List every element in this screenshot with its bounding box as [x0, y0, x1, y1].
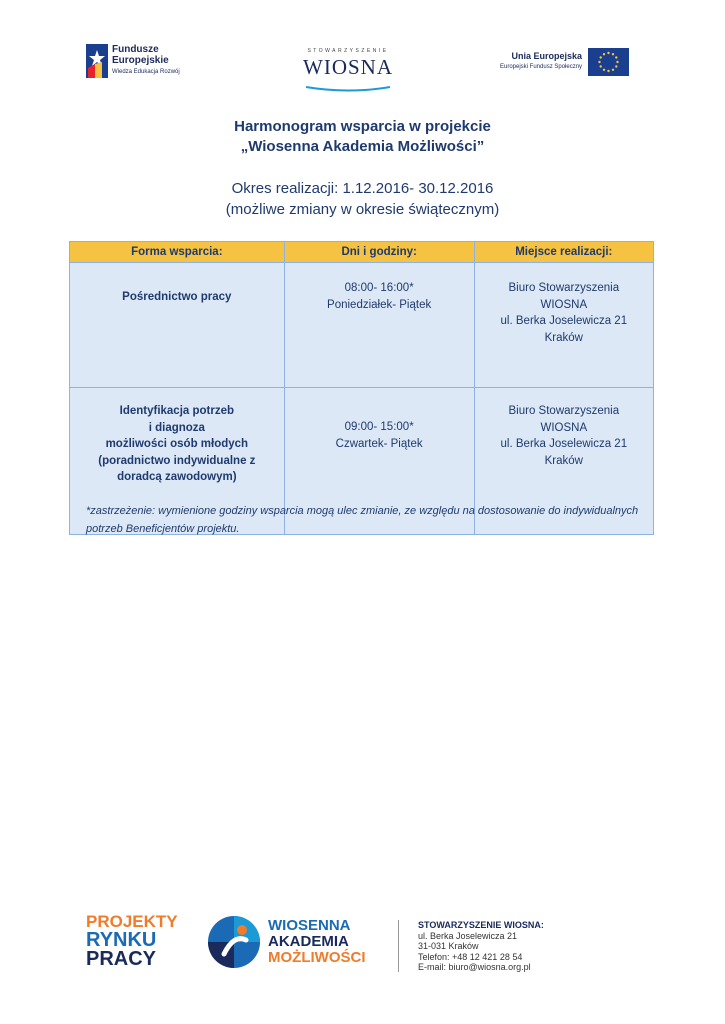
contact-line: 31-031 Kraków [418, 941, 479, 951]
fe-logo-line2: Europejskie [112, 55, 169, 66]
wam-line2: AKADEMIA [268, 933, 349, 950]
header-form: Forma wsparcia: [70, 242, 285, 263]
cell-time [284, 263, 474, 388]
fe-star-icon [86, 44, 108, 78]
wiosna-logo-big: WIOSNA [303, 55, 393, 79]
akademia-emblem-icon [206, 914, 262, 970]
cell-line: Pośrednictwo pracy [122, 291, 232, 303]
cell-line: Identyfikacja potrzeb [119, 405, 235, 417]
prp-line3: PRACY [86, 948, 157, 970]
cell-line: Czwartek- Piątek [335, 437, 423, 450]
cell-line: Kraków [544, 454, 583, 467]
eu-logo [500, 48, 629, 76]
cell-line: możliwości osób młodych [105, 438, 249, 450]
cell-line: WIOSNA [540, 298, 588, 311]
table-row [70, 263, 654, 388]
footer-divider [398, 920, 399, 972]
schedule-table [69, 241, 654, 535]
cell-line: WIOSNA [540, 421, 588, 434]
cell-line: Kraków [544, 331, 583, 344]
contact-title: STOWARZYSZENIE WIOSNA: [418, 920, 544, 930]
cell-form [70, 263, 285, 388]
table-header-row [70, 242, 654, 263]
wam-line1: WIOSENNA [268, 917, 351, 934]
fe-logo-sub: Wiedza Edukacja Rozwój [112, 69, 180, 75]
header-place: Miejsce realizacji: [474, 242, 653, 263]
wiosna-logo-small: STOWARZYSZENIE [307, 48, 389, 54]
eu-logo-sub: Europejski Fundusz Społeczny [500, 64, 583, 70]
fe-logo-line1: Fundusze [112, 44, 159, 55]
wiosna-swoosh-icon [298, 85, 398, 93]
cell-line: Poniedziałek- Piątek [327, 298, 432, 311]
period-note: (możliwe zmiany w okresie świątecznym) [225, 201, 500, 218]
cell-line: (poradnictwo indywidualne z [98, 454, 256, 467]
cell-line: ul. Berka Joselewicza 21 [500, 438, 628, 450]
footer-contact [418, 920, 544, 973]
contact-line: E-mail: biuro@wiosna.org.pl [418, 962, 531, 972]
contact-line: Telefon: +48 12 421 28 54 [418, 951, 523, 962]
cell-line: ul. Berka Joselewicza 21 [500, 315, 628, 327]
contact-line: ul. Berka Joselewicza 21 [418, 930, 518, 941]
prp-line2: RYNKU [86, 929, 157, 951]
eu-flag-icon [588, 48, 629, 76]
cell-line: 09:00- 15:00* [344, 421, 414, 433]
cell-line: i diagnoza [148, 421, 205, 434]
cell-place [474, 263, 653, 388]
wiosna-logo [298, 48, 398, 98]
cell-line: Biuro Stowarzyszenia [508, 405, 620, 417]
cell-line: Biuro Stowarzyszenia [508, 282, 620, 294]
disclaimer-note: *zastrzeżenie: wymienione godziny wsparcia mogą ulec zmianie, ze względu na dostosowanie do indywidualnych potrzeb Beneficjentów projektu. [86, 505, 639, 535]
projekty-rynku-pracy-logo [86, 912, 178, 969]
wiosenna-akademia-logo [206, 914, 366, 970]
document-title: Harmonogram wsparcia w projekcie [234, 118, 491, 135]
cell-line: 08:00- 16:00* [344, 282, 414, 294]
wam-line3: MOŻLIWOŚCI [268, 949, 366, 966]
realization-period: Okres realizacji: 1.12.2016- 30.12.2016 [231, 180, 494, 197]
eu-logo-title: Unia Europejska [511, 51, 583, 61]
fundusze-europejskie-logo [86, 44, 180, 78]
cell-line: doradcą zawodowym) [117, 471, 237, 483]
header-days-hours: Dni i godziny: [284, 242, 474, 263]
prp-line1: PROJEKTY [86, 912, 178, 931]
project-name: „Wiosenna Akademia Możliwości” [240, 138, 485, 155]
